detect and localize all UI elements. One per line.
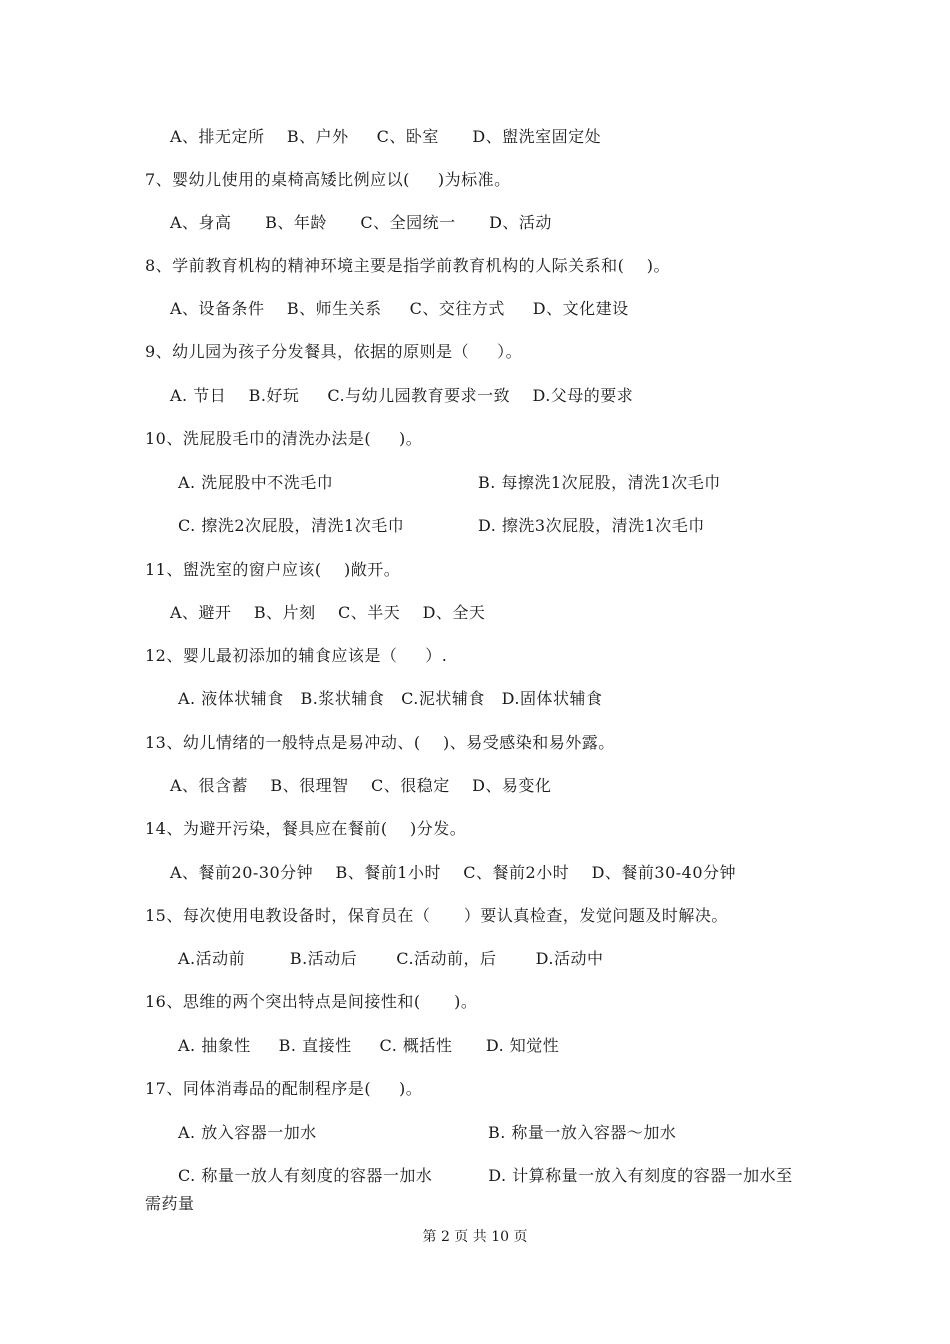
q9-options: A. 节日 B.好玩 C.与幼儿园教育要求一致 D.父母的要求 [170,386,634,405]
q8-question: 8、学前教育机构的精神环境主要是指学前教育机构的人际关系和( )。 [145,256,671,275]
q17-option-d-continued: 需药量 [145,1194,195,1213]
q10-question: 10、洗屁股毛巾的清洗办法是( )。 [145,429,423,448]
q7-options: A、身高 B、年龄 C、全园统一 D、活动 [170,213,552,232]
q12-question: 12、婴儿最初添加的辅食应该是（ ）. [145,646,448,665]
q13-options: A、很含蓄 B、很理智 C、很稳定 D、易变化 [170,776,552,795]
q17-question: 17、同体消毒品的配制程序是( )。 [145,1079,423,1098]
q10-option-c: C. 擦洗2次屁股，清洗1次毛巾 [178,516,405,535]
q14-options: A、餐前20-30分钟 B、餐前1小时 C、餐前2小时 D、餐前30-40分钟 [170,863,737,882]
page-footer: 第 2 页 共 10 页 [422,1229,528,1245]
q9-question: 9、幼儿园为孩子分发餐具，依据的原则是（ ）。 [145,342,523,361]
q15-options: A.活动前 B.活动后 C.活动前，后 D.活动中 [178,949,604,968]
q10-option-d: D. 擦洗3次屁股，清洗1次毛巾 [478,516,705,535]
q11-options: A、避开 B、片刻 C、半天 D、全天 [170,603,486,622]
q12-options: A. 液体状辅食 B.浆状辅食 C.泥状辅食 D.固体状辅食 [178,689,603,708]
q16-options: A. 抽象性 B. 直接性 C. 概括性 D. 知觉性 [178,1036,560,1055]
q17-options-cd: C. 称量一放人有刻度的容器一加水 D. 计算称量一放入有刻度的容器一加水至 [178,1166,793,1185]
q8-options: A、设备条件 B、师生关系 C、交往方式 D、文化建设 [170,299,629,318]
q16-question: 16、思维的两个突出特点是间接性和( )。 [145,992,478,1011]
q17-option-a: A. 放入容器一加水 [178,1123,317,1142]
q11-question: 11、盥洗室的窗户应该( )敞开。 [145,560,401,579]
q15-question: 15、每次使用电教设备时，保育员在（ ）要认真检查，发觉问题及时解决。 [145,906,728,925]
q17-option-b: B. 称量一放入容器～加水 [488,1123,677,1142]
q6-options: A、排无定所 B、户外 C、卧室 D、盥洗室固定处 [170,127,602,146]
q7-question: 7、婴幼儿使用的桌椅高矮比例应以( )为标准。 [145,170,511,189]
q10-option-b: B. 每擦洗1次屁股，清洗1次毛巾 [478,473,721,492]
q13-question: 13、幼儿情绪的一般特点是易冲动、( )、易受感染和易外露。 [145,733,615,752]
q14-question: 14、为避开污染，餐具应在餐前( )分发。 [145,819,467,838]
q10-option-a: A. 洗屁股中不洗毛巾 [178,473,334,492]
